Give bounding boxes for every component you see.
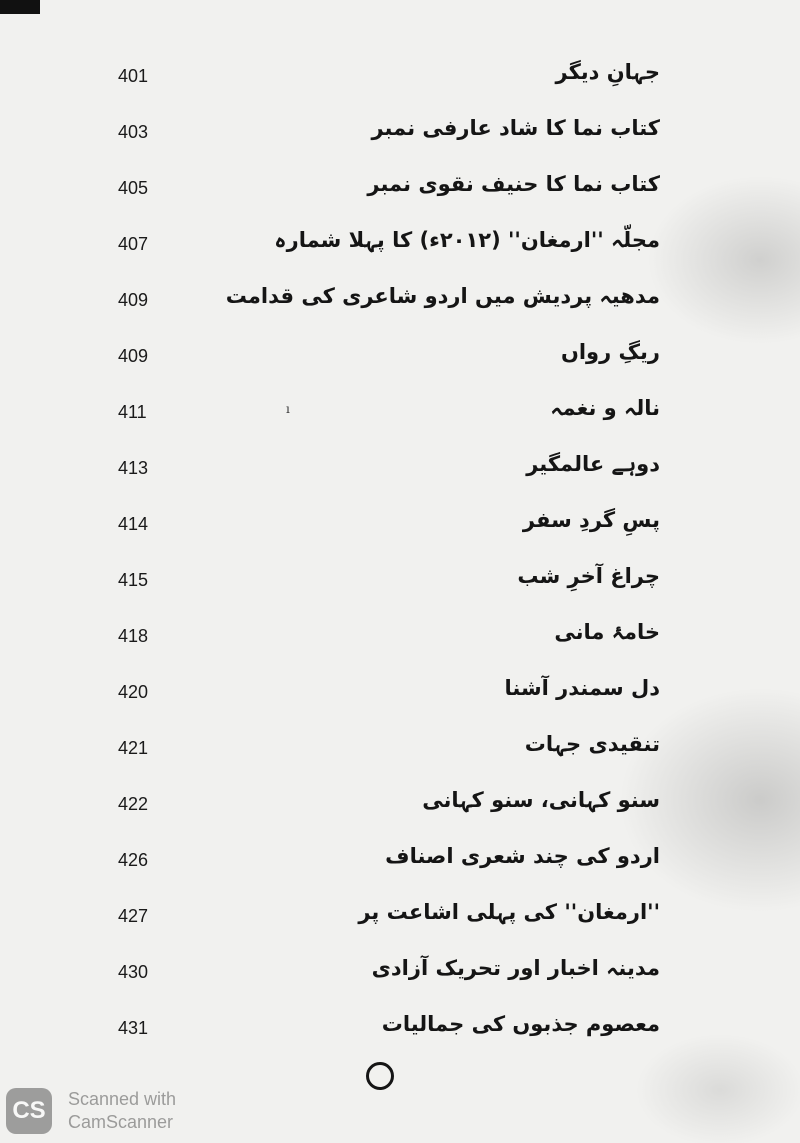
toc-page-number: 409 <box>118 290 149 310</box>
watermark-line-1: Scanned with <box>68 1089 177 1109</box>
toc-row <box>0 786 800 826</box>
stray-ink-mark: ı <box>286 402 290 416</box>
toc-row <box>0 282 800 322</box>
toc-row <box>0 898 800 938</box>
toc-row <box>0 506 800 546</box>
toc-page-number: 413 <box>118 458 149 478</box>
page-circle-mark <box>366 1062 394 1090</box>
toc-title: کتاب نما کا شاد عارفی نمبر <box>371 116 660 140</box>
toc-title: جہانِ دیگر <box>555 60 660 84</box>
toc-title: ریگِ رواں <box>560 340 660 364</box>
toc-row <box>0 618 800 658</box>
toc-page-number: 422 <box>118 794 149 814</box>
camscanner-logo-icon: CS <box>6 1088 52 1134</box>
toc-page-number: 401 <box>118 66 149 86</box>
toc-page-number: 414 <box>118 514 149 534</box>
toc-title: ''ارمغان'' کی پہلی اشاعت پر <box>358 900 660 924</box>
watermark-text <box>68 1088 176 1134</box>
toc-row <box>0 562 800 602</box>
toc-row <box>0 114 800 154</box>
toc-row <box>0 58 800 98</box>
toc-page-number: 405 <box>118 178 149 198</box>
toc-row <box>0 394 800 434</box>
toc-title: مجلّہ ''ارمغان'' (۲۰۱۲ء) کا پہلا شمارہ <box>274 228 660 252</box>
watermark-line-2: CamScanner <box>68 1112 174 1132</box>
toc-row <box>0 450 800 490</box>
toc-title: معصوم جذبوں کی جمالیات <box>381 1012 660 1036</box>
toc-page-number: 409 <box>118 346 149 366</box>
toc-page-number: 426 <box>118 850 149 870</box>
toc-title: کتاب نما کا حنیف نقوی نمبر <box>367 172 660 196</box>
toc-page-number: 431 <box>118 1018 149 1038</box>
toc-page-number: 420 <box>118 682 149 702</box>
toc-page-number: 427 <box>118 906 149 926</box>
toc-title: دل سمندر آشنا <box>504 676 660 700</box>
camscanner-watermark <box>4 1086 234 1138</box>
toc-page-number: 403 <box>118 122 149 142</box>
toc-title: مدینہ اخبار اور تحریک آزادی <box>371 956 660 980</box>
toc-title: پسِ گردِ سفر <box>522 508 660 532</box>
toc-page-number: 418 <box>118 626 149 646</box>
toc-page-number: 411 <box>118 402 147 422</box>
toc-row <box>0 170 800 210</box>
toc-title: اردو کی چند شعری اصناف <box>385 844 660 868</box>
toc-row <box>0 674 800 714</box>
toc-title: خامۂ مانی <box>554 620 660 644</box>
toc-row <box>0 338 800 378</box>
toc-row <box>0 730 800 770</box>
toc-page-number: 421 <box>118 738 149 758</box>
toc-title: نالہ و نغمہ <box>550 396 660 420</box>
toc-page-number: 415 <box>118 570 149 590</box>
toc-title: چراغ آخرِ شب <box>517 564 660 588</box>
toc-title: مدھیہ پردیش میں اردو شاعری کی قدامت <box>225 284 660 308</box>
scan-corner-shadow <box>0 0 40 14</box>
toc-row <box>0 226 800 266</box>
toc-row <box>0 1010 800 1050</box>
toc-title: دوہے عالمگیر <box>526 452 660 476</box>
toc-page-number: 407 <box>118 234 149 254</box>
toc-page-number: 430 <box>118 962 149 982</box>
toc-row <box>0 842 800 882</box>
toc-title: سنو کہانی، سنو کہانی <box>422 788 660 812</box>
toc-title: تنقیدی جہات <box>524 732 660 756</box>
toc-row <box>0 954 800 994</box>
